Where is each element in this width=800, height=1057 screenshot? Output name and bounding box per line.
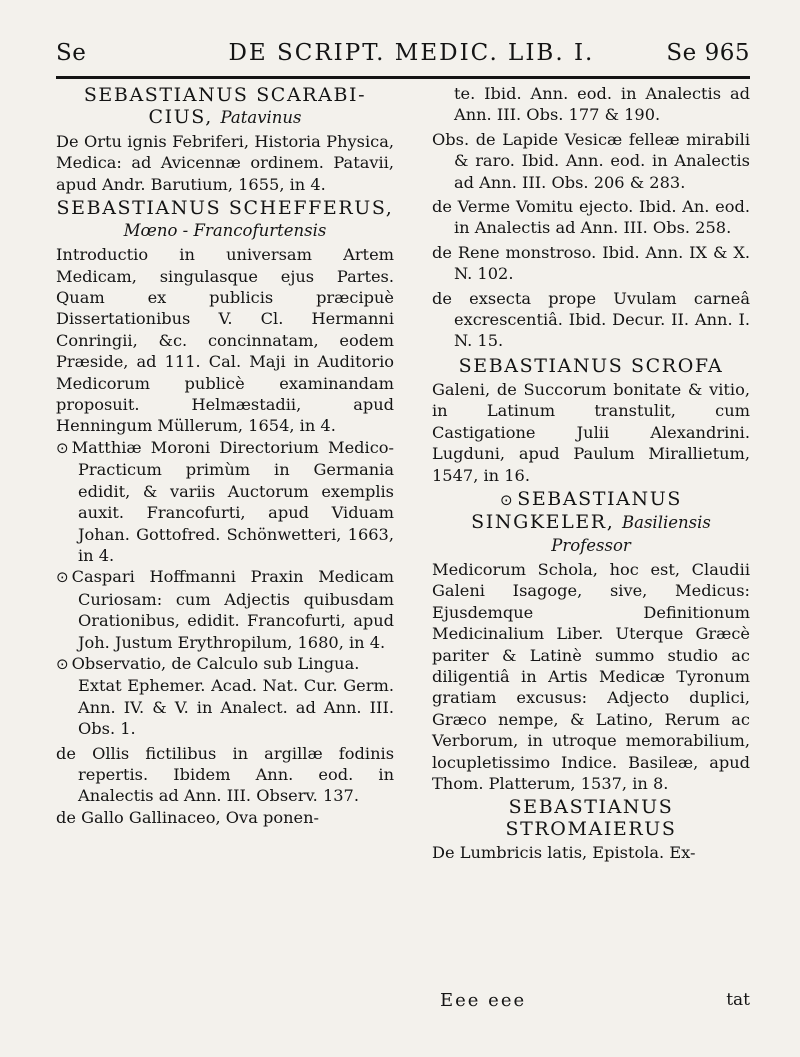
entry-stromaierus	[432, 796, 750, 863]
author-name: SEBASTIANUS STROMAIERUS	[505, 796, 677, 841]
work-lead	[56, 653, 394, 675]
circle-dot-icon: ⊙	[500, 490, 515, 509]
page-number: 965	[704, 40, 750, 66]
entry-scrofa	[432, 355, 750, 486]
work-item	[56, 653, 394, 740]
author-name: SEBASTIANUS SINGKELER,	[471, 487, 682, 533]
work-item: de Verme Vomitu ejecto. Ibid. An. eod. in Analectis ad Ann. III. Obs. 258.	[432, 197, 750, 238]
entry-text: Galeni, de Succorum bonitate & vitio, in Latinum transtulit, cum Castigatione Julii Alexandrini. Lugduni, apud Paulum Mirallietum, 1547, in 16.	[432, 379, 750, 485]
author-name: SEBASTIANUS SCARABI-CIUS,	[83, 84, 367, 128]
work-item: Obs. de Lapide Vesicæ felleæ mirabili & raro. Ibid. Ann. eod. in Analectis ad Ann. III. Obs. 206 & 283.	[432, 129, 750, 192]
entry-text: De Ortu ignis Febriferi, Historia Physica, Medica: ad Avicennæ ordinem. Patavii, apud Andr. Barutium, 1655, in 4.	[56, 132, 394, 194]
entry-heading	[56, 84, 394, 129]
catchword: tat	[726, 990, 750, 1010]
work-item: de exsecta prope Uvulam carneâ excrescentiâ. Ibid. Decur. II. Ann. I. N. 15.	[432, 288, 750, 351]
header-right	[666, 40, 750, 66]
entry-heading	[56, 197, 394, 242]
circle-dot-icon: ⊙	[56, 438, 69, 457]
signature-mark: Eee eee	[440, 990, 527, 1011]
header-left-guide: Se	[56, 40, 87, 66]
running-header	[56, 40, 750, 76]
entry-heading	[432, 355, 750, 377]
entry-singkeler	[432, 488, 750, 794]
author-origin: Basiliensis Professor	[551, 512, 711, 555]
work-item: de Ollis fictilibus in argillæ fodinis repertis. Ibidem Ann. eod. in Analectis ad Ann. III. Observ. 137.	[56, 743, 394, 806]
work-item: de Rene monstroso. Ibid. Ann. IX & X. N. 102.	[432, 242, 750, 284]
entry-text: Introductio in universam Artem Medicam, singulasque ejus Partes. Quam ex publicis præcipuè Dissertationibus V. Cl. Hermanni Conringii, &c. concinnatam, eodem Præside, ad 111. Cal. Maji in Auditorio Medicorum publicè examinandam proposuit. Helmæstadii, apud Henningum Müllerum, 1654, in 4.	[56, 245, 394, 436]
two-column-body	[56, 83, 750, 866]
work-item	[56, 437, 394, 566]
entry-heading	[432, 796, 750, 840]
work-text: Matthiæ Moroni Directorium Medico-Practicum primùm in Germania edidit, & variis Auctorum exemplis auxit. Francofurti, apud Viduam Johan. Gottofred. Schönwetteri, 1663, in 4.	[71, 437, 394, 565]
entry-scarabicius	[56, 84, 394, 195]
entry-heading	[432, 488, 750, 557]
work-citation: Extat Ephemer. Acad. Nat. Cur. Germ. Ann. IV. & V. in Analect. ad Ann. III. Obs. 1.	[78, 676, 394, 739]
right-column	[432, 83, 750, 866]
work-item	[56, 566, 394, 653]
work-item: de Gallo Gallinaceo, Ova ponen-	[56, 807, 320, 827]
circle-dot-icon: ⊙	[56, 654, 69, 673]
author-name: SEBASTIANUS SCHEFFERUS,	[56, 197, 394, 220]
work-text: Caspari Hoffmanni Praxin Medicam Curiosam: cum Adjectis quibusdam Orationibus, edidit. Francofurti, apud Joh. Justum Erythropilum, 1680, in 4.	[71, 567, 394, 652]
entry-text: Medicorum Schola, hoc est, Claudii Galeni Isagoge, sive, Medicus: Ejusdemque Definitionum Medicinalium Liber. Uterque Græcè pariter & Latinè summo studio ac diligentiâ in Artis Medicæ Tyronum gratiam excusus: Adjecto duplici, Græco nempe, & Latino, Rerum ac Verborum, in utroque memorabilium, locupletissimo Indice. Basileæ, apud Thom. Platterum, 1537, in 8.	[432, 559, 750, 793]
left-column	[56, 83, 394, 866]
header-right-guide: Se	[666, 40, 697, 66]
header-title: DE SCRIPT. MEDIC. LIB. I.	[228, 40, 595, 66]
circle-dot-icon: ⊙	[56, 568, 69, 587]
entry-text: De Lumbricis latis, Epistola. Ex-	[432, 843, 696, 863]
work-title: Observatio, de Calculo sub Lingua.	[71, 653, 360, 673]
entry-schefferus	[56, 197, 394, 828]
author-name: SEBASTIANUS SCROFA	[458, 354, 724, 377]
header-rule	[56, 76, 750, 79]
author-origin: Patavinus	[220, 108, 302, 127]
work-continuation: te. Ibid. Ann. eod. in Analectis ad Ann. III. Obs. 177 & 190.	[454, 84, 750, 125]
author-origin: Mœno - Francofurtensis	[123, 221, 327, 241]
